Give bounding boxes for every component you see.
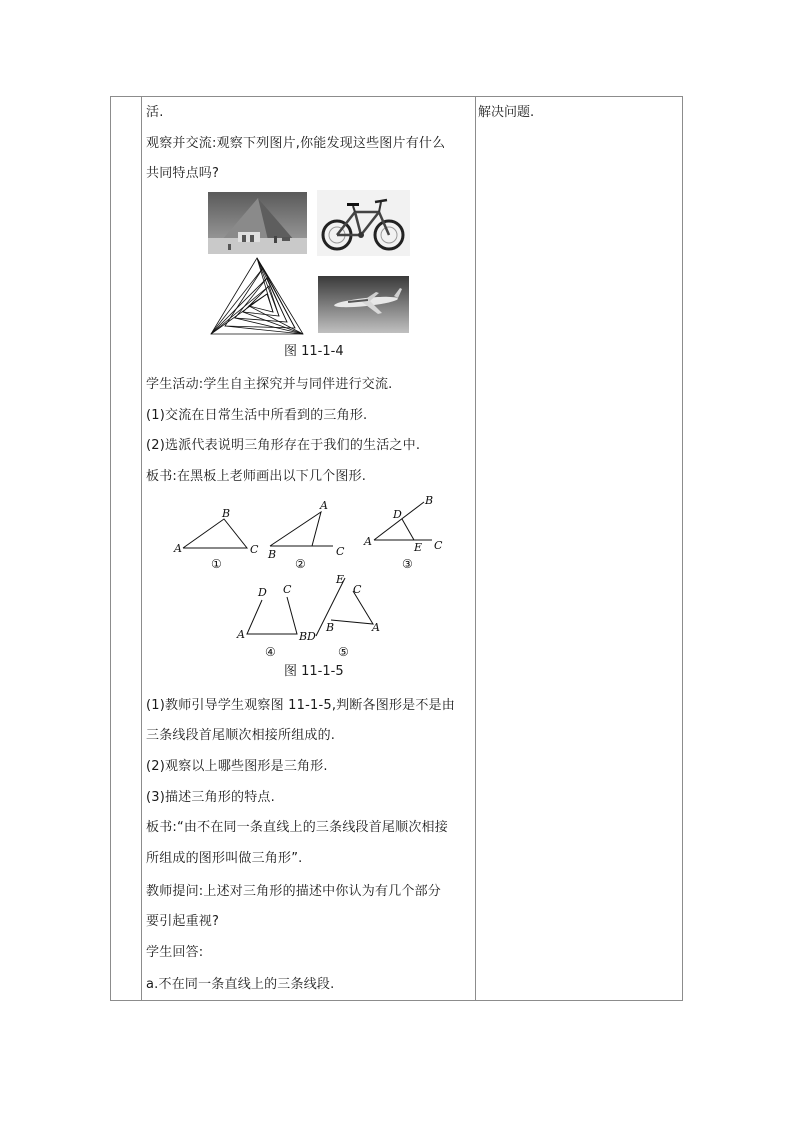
text-line: 三条线段首尾顺次相接所组成的. <box>146 728 336 743</box>
fig4-label-d: D <box>258 586 267 599</box>
text-line: 板书:在黑板上老师画出以下几个图形. <box>146 469 367 484</box>
text-line: 教师提问:上述对三角形的描述中你认为有几个部分 <box>146 884 441 899</box>
text-line: (2)选派代表说明三角形存在于我们的生活之中. <box>146 438 421 453</box>
figure-1-triangle <box>183 519 247 548</box>
fig3-label-a: A <box>364 535 372 548</box>
text-line: 要引起重视? <box>146 914 220 929</box>
fig3-label-d: D <box>393 508 402 521</box>
fig3-label-b: B <box>425 494 434 507</box>
fig5-label-a: A <box>372 621 380 634</box>
fig5-label-e: E <box>336 573 345 586</box>
text-line: 活. <box>146 105 164 120</box>
text-line: 所组成的图形叫做三角形”. <box>146 851 303 866</box>
text-line: 学生活动:学生自主探究并与同伴进行交流. <box>146 377 393 392</box>
fig-number-3: ③ <box>402 557 413 571</box>
text-line: 学生回答: <box>146 945 204 960</box>
text-line: a.不在同一条直线上的三条线段. <box>146 977 335 992</box>
fig-number-1: ① <box>211 557 222 571</box>
fig5-label-b: B <box>326 621 335 634</box>
figure-caption-11-1-4: 图 11-1-4 <box>284 344 344 359</box>
text-line: (2)观察以上哪些图形是三角形. <box>146 759 328 774</box>
fig4-label-bd: B <box>299 630 308 643</box>
fig-number-5: ⑤ <box>338 645 349 659</box>
fig3-label-c: C <box>434 539 443 552</box>
text-line: 板书:“由不在同一条直线上的三条线段首尾顺次相接 <box>146 820 448 835</box>
fig5-label-d: D <box>307 630 316 643</box>
fig1-label-c: C <box>250 543 259 556</box>
fig2-label-b: B <box>268 548 277 561</box>
text-line: 观察并交流:观察下列图片,你能发现这些图片有什么 <box>146 136 446 151</box>
fig4-label-a: A <box>237 628 245 641</box>
fig1-label-a: A <box>174 542 182 555</box>
fig-number-4: ④ <box>265 645 276 659</box>
text-line: (1)教师引导学生观察图 11-1-5,判断各图形是不是由 <box>146 698 455 713</box>
fig2-label-c: C <box>336 545 345 558</box>
text-line: (3)描述三角形的特点. <box>146 790 275 805</box>
fig3-label-e: E <box>414 541 423 554</box>
figure-4-shape <box>247 597 297 634</box>
fig1-label-b: B <box>222 507 231 520</box>
figure-caption-11-1-5: 图 11-1-5 <box>284 664 344 679</box>
text-line: 共同特点吗? <box>146 166 220 181</box>
figure-2-shape <box>270 512 321 546</box>
text-line: (1)交流在日常生活中所看到的三角形. <box>146 408 368 423</box>
right-column-text: 解决问题. <box>478 105 535 120</box>
fig5-label-c: C <box>353 583 362 596</box>
fig4-label-c: C <box>283 583 292 596</box>
fig2-label-a: A <box>320 499 328 512</box>
fig-number-2: ② <box>295 557 306 571</box>
